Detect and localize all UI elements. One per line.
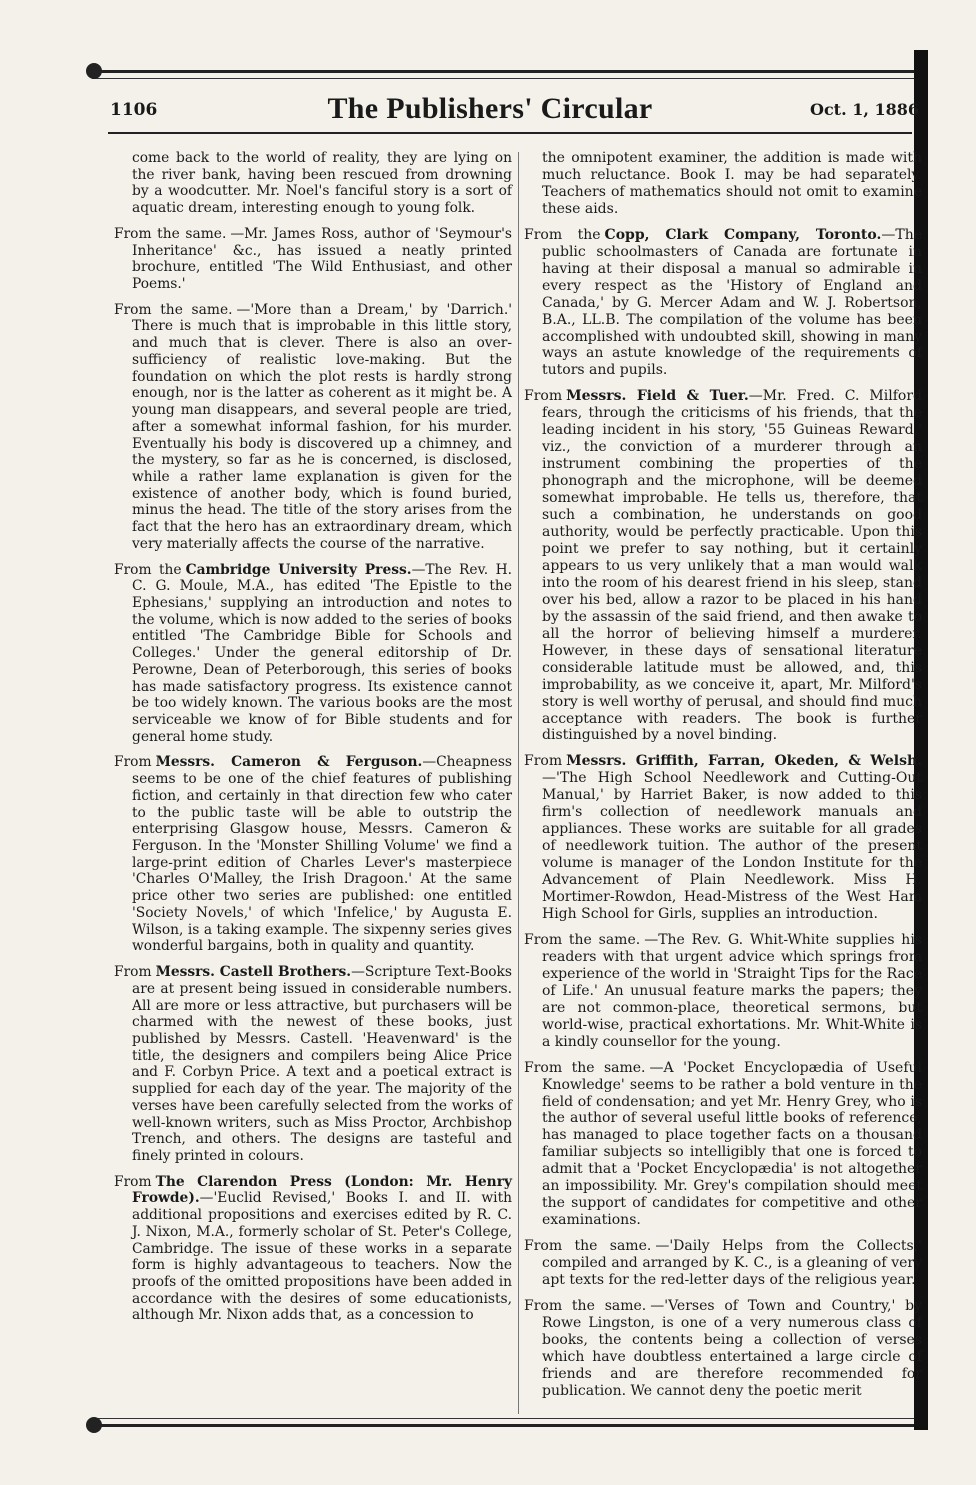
publisher-name: The Clarendon Press (London: Mr. Henry Frowde). xyxy=(132,1173,512,1207)
entry-text: —'Daily Helps from the Collects,' compiled and arranged by K. C., is a gleaning of very apt texts for the red-letter days of the religious year. xyxy=(542,1238,922,1289)
entry-text: —The Rev. G. Whit-White supplies his readers with that urgent advice which springs from experience of the world in 'Straight Tips for the Race of Life.' An unusual feature marks the papers; they are not common-place, theoretical sermons, but world-wise, practical exhortations. Mr. Whit-White is a kindly counsellor for the young. xyxy=(542,931,922,1050)
entry-text: —The public schoolmasters of Canada are fortunate in having at their disposal a manual so admirable in every respect as the 'History of England and Canada,' by G. Mercer Adam and W. J. Robertson, B.A., LL.B. The compilation of the volume has been accomplished with undoubted skill, showing in many ways an astute knowledge of the requirements of tutors and pupils. xyxy=(542,226,922,379)
entry-text: —A 'Pocket Encyclopædia of Useful Knowledge' seems to be rather a bold venture in the field of condensation; and yet Mr. Henry Grey, who is the author of several useful little books of reference, has managed to place together facts on a thousand familiar subjects so intelligibly that one is forced to admit that a 'Pocket Encyclopædia' is not altogether an impossibility. Mr. Grey's compilation should meet the support of candidates for competitive and other examinations. xyxy=(542,1059,922,1229)
publisher-name: Messrs. Griffith, Farran, Okeden, & Welsh. xyxy=(566,753,922,770)
review-entry xyxy=(524,932,922,1051)
review-entry xyxy=(114,562,512,746)
right-column xyxy=(524,150,922,1409)
entry-text: —'Verses of Town and Country,' by Rowe Lingston, is one of a very numerous class of books, the contents being a collection of verses which have doubtless entertained a large circle of friends and are therefore recommended for publication. We cannot deny the poetic merit xyxy=(542,1298,922,1399)
left-column xyxy=(114,150,512,1333)
publisher-name: Messrs. Cameron & Ferguson. xyxy=(155,754,423,771)
corner-ornament-icon xyxy=(86,63,102,79)
entry-lead: From the same. xyxy=(524,931,641,948)
page-number: 1106 xyxy=(110,100,158,120)
paragraph-text: come back to the world of reality, they are lying on the river bank, having been rescued from drowning by a woodcutter. Mr. Noel's fanciful story is a sort of aquatic dream, interesting enough to young folk. xyxy=(132,150,512,217)
publisher-name: Messrs. Field & Tuer. xyxy=(566,388,749,405)
entry-lead: From the same. xyxy=(524,1298,647,1314)
entry-lead: From xyxy=(114,1173,152,1190)
review-entry xyxy=(524,1298,922,1400)
entry-lead: From the xyxy=(114,561,182,578)
header-rule xyxy=(108,132,912,134)
bottom-rule-thin xyxy=(92,1418,914,1419)
entry-text: —'The High School Needlework and Cutting-Out Manual,' by Harriet Baker, is now added to this firm's collection of needlework manuals and appliances. These works are suitable for all grades of needlework tuition. The author of the present volume is manager of the London Institute for the Advancement of Plain Needlework. Miss H. Mortimer-Rowdon, Head-Mistress of the West Ham High School for Girls, supplies an introduction. xyxy=(542,770,922,922)
entry-text: —Scripture Text-Books are at present being issued in considerable numbers. All are more or less attractive, but purchasers will be charmed with the newest of these books, just published by Messrs. Castell. 'Heavenward' is the title, the designers and compilers being Alice Price and F. Corbyn Price. A text and a poetical extract is supplied for each day of the year. The majority of the verses have been carefully selected from the works of well-known writers, such as Miss Proctor, Archbishop Trench, and others. The designs are tasteful and finely printed in colours. xyxy=(132,964,512,1164)
entry-lead: From xyxy=(114,754,152,771)
article-paragraph xyxy=(114,150,512,217)
entry-text: —Cheapness seems to be one of the chief features of publishing fiction, and certainly in that direction few who cater to the public taste will be able to outstrip the enterprising Glasgow house, Messrs. Cameron & Ferguson. In the 'Monster Shilling Volume' we find a large-print edition of Charles Lever's masterpiece 'Charles O'Malley, the Irish Dragoon.' At the same price other two series are published: one entitled 'Society Novels,' of which 'Infelice,' by Augusta E. Wilson, is a taking example. The sixpenny series gives wonderful bargains, both in quality and quantity. xyxy=(132,754,512,955)
entry-lead: From xyxy=(524,388,563,405)
entry-text: —Mr. Fred. C. Milford fears, through the criticisms of his friends, that the leading incident in his story, '55 Guineas Reward,' viz., the conviction of a murderer through an instrument combining the properties of the phonograph and the microphone, will be deemed somewhat improbable. He tells us, therefore, that such a combination, he understands on good authority, would be perfectly practicable. Upon this point we prefer to say nothing, but it certainly appears to us very unlikely that a man would walk into the room of his dearest friend in his sleep, stand over his bed, allow a razor to be placed in his hand by the assassin of the said friend, and then awake to all the horror of believing himself a murderer. However, in these days of sensational literature considerable latitude must be allowed, and, this improbability, as we conceive it, apart, Mr. Milford's story is well worthy of perusal, and should find much acceptance with readers. The book is further distinguished by a novel binding. xyxy=(542,388,922,744)
entry-lead: From the same. xyxy=(114,301,233,318)
publisher-name: Messrs. Castell Brothers. xyxy=(155,964,352,981)
page-title: The Publishers' Circular xyxy=(327,92,653,125)
corner-ornament-icon xyxy=(86,1417,102,1433)
column-divider xyxy=(518,152,519,1414)
review-entry xyxy=(114,226,512,293)
review-entry xyxy=(114,1174,512,1324)
publisher-name: Copp, Clark Company, Toronto. xyxy=(604,226,882,243)
paragraph-text: the omnipotent examiner, the addition is made with much reluctance. Book I. may be had separately. Teachers of mathematics should not omit to examine these aids. xyxy=(542,150,922,217)
entry-text: —'Euclid Revised,' Books I. and II. with additional propositions and exercises edited by R. C. J. Nixon, M.A., formerly scholar of St. Peter's College, Cambridge. The issue of these works in a separate form is highly advantageous to teachers. Now the proofs of the omitted propositions have been added in accordance with the desires of some educationists, although Mr. Nixon adds that, as a concession to xyxy=(132,1190,512,1324)
entry-lead: From the xyxy=(524,226,601,243)
review-entry xyxy=(114,964,512,1165)
bottom-rule xyxy=(92,1424,914,1427)
review-entry xyxy=(524,388,922,744)
publisher-name: Cambridge University Press. xyxy=(185,561,412,578)
top-rule xyxy=(92,70,914,73)
review-entry xyxy=(114,302,512,553)
entry-text: —The Rev. H. C. G. Moule, M.A., has edited 'The Epistle to the Ephesians,' supplying an introduction and notes to the volume, which is now added to the series of books entitled 'The Cambridge Bible for Schools and Colleges.' Under the general editorship of Dr. Perowne, Dean of Peterborough, this series of books has made satisfactory progress. Its existence cannot be too widely known. The various books are the most serviceable we know of for Bible students and for general home study. xyxy=(132,561,512,745)
entry-lead: From the same. xyxy=(114,225,227,242)
review-entry xyxy=(114,754,512,955)
top-rule-thin xyxy=(92,78,914,79)
entry-text: —'More than a Dream,' by 'Darrich.' There is much that is improbable in this little story, and much that is clever. There is also an over-sufficiency of realistic love-making. But the foundation on which the plot rests is hardly strong enough, nor is the latter as coherent as it might be. A young man disappears, and several people are tried, after a somewhat informal fashion, for his murder. Eventually his body is discovered up a chimney, and the mystery, so far as he is concerned, is disclosed, while a rather lame explanation is given for the existence of another body, which is found buried, minus the head. The title of the story arises from the fact that the hero has an extraordinary dream, which very materially affects the course of the narrative. xyxy=(132,301,512,552)
review-entry xyxy=(524,1238,922,1289)
review-entry xyxy=(524,753,922,923)
entry-lead: From the same. xyxy=(524,1059,646,1076)
entry-text: —Mr. James Ross, author of 'Seymour's Inheritance' &c., has issued a neatly printed brochure, entitled 'The Wild Enthusiast, and other Poems.' xyxy=(132,225,512,293)
article-paragraph xyxy=(524,150,922,218)
issue-date: Oct. 1, 1886 xyxy=(810,100,920,119)
review-entry xyxy=(524,227,922,380)
entry-lead: From xyxy=(114,964,152,981)
entry-lead: From the same. xyxy=(524,1238,652,1255)
entry-lead: From xyxy=(524,753,563,770)
review-entry xyxy=(524,1060,922,1230)
